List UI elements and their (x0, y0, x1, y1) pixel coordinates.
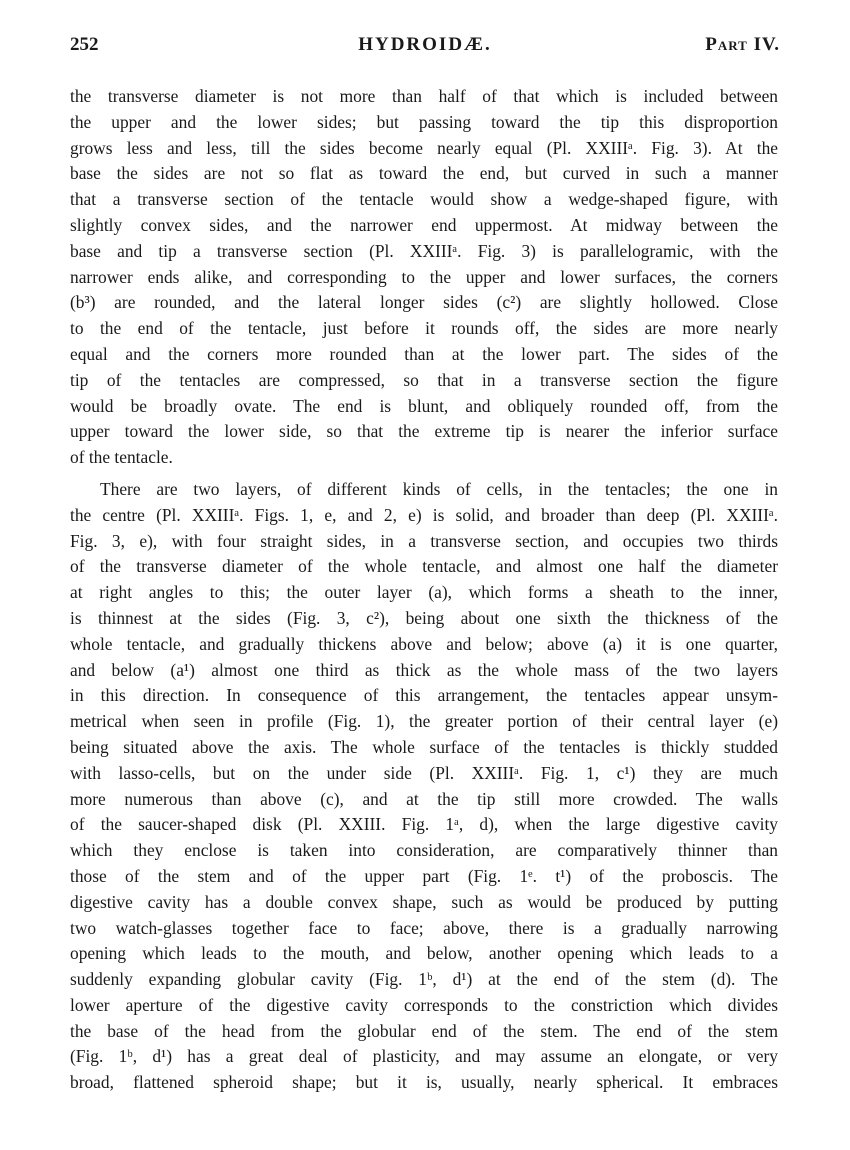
text-line: to the end of the tentacle, just before it rounds off, the sides are more nearly (70, 318, 778, 339)
page-number: 252 (70, 34, 99, 55)
body-text (70, 84, 778, 1096)
text-line: more numerous than above (c), and at the tip still more crowded. The walls (70, 788, 778, 809)
text-line: which they enclose is taken into consideration, are comparatively thinner than (70, 840, 778, 861)
text-line: being situated above the axis. The whole surface of the tentacles is thickly studded (70, 736, 778, 757)
text-line: whole tentacle, and gradually thickens above and below; above (a) it is one quarter, (70, 633, 778, 654)
text-line: is thinnest at the sides (Fig. 3, c²), being about one sixth the thickness of the (70, 607, 778, 628)
text-line: with lasso-cells, but on the under side (Pl. XXIIIᵃ. Fig. 1, c¹) they are much (70, 762, 778, 783)
text-line: and below (a¹) almost one third as thick as the whole mass of the two layers (70, 659, 778, 680)
text-line: base the sides are not so flat as toward the end, but curved in such a manner (70, 163, 778, 184)
text-line: (b³) are rounded, and the lateral longer sides (c²) are slightly hollowed. Close (70, 292, 778, 313)
text-line: the upper and the lower sides; but passing toward the tip this disproportion (70, 111, 778, 132)
text-line: suddenly expanding globular cavity (Fig. 1ᵇ, d¹) at the end of the stem (d). The (70, 969, 778, 990)
text-line: would be broadly ovate. The end is blunt, and obliquely rounded off, from the (70, 395, 778, 416)
text-line: tip of the tentacles are compressed, so that in a transverse section the figure (70, 369, 778, 390)
text-line: opening which leads to the mouth, and below, another opening which leads to a (70, 943, 778, 964)
text-line: (Fig. 1ᵇ, d¹) has a great deal of plasticity, and may assume an elongate, or very (70, 1046, 778, 1067)
text-line: There are two layers, of different kinds of cells, in the tentacles; the one in (100, 478, 778, 499)
text-line: grows less and less, till the sides become nearly equal (Pl. XXIIIᵃ. Fig. 3). At the (70, 137, 778, 158)
running-title: HYDROIDÆ. (358, 34, 492, 55)
text-line: of the transverse diameter of the whole tentacle, and almost one half the diameter (70, 556, 778, 577)
text-line: base and tip a transverse section (Pl. XXIIIᵃ. Fig. 3) is parallelogramic, with the (70, 240, 778, 261)
text-line: at right angles to this; the outer layer (a), which forms a sheath to the inner, (70, 582, 778, 603)
text-line: narrower ends alike, and corresponding to the upper and lower surfaces, the corners (70, 266, 778, 287)
text-line: metrical when seen in profile (Fig. 1), the greater portion of their central layer (e) (70, 711, 778, 732)
running-header (70, 34, 780, 64)
text-line: that a transverse section of the tentacle would show a wedge-shaped figure, with (70, 189, 778, 210)
text-line: digestive cavity has a double convex shape, such as would be produced by putting (70, 891, 778, 912)
text-line: upper toward the lower side, so that the extreme tip is nearer the inferior surface (70, 421, 778, 442)
part-label: Part IV. (705, 34, 780, 55)
text-line: the transverse diameter is not more than half of that which is included between (70, 86, 778, 106)
text-line: the base of the head from the globular end of the stem. The end of the stem (70, 1020, 778, 1041)
text-line: Fig. 3, e), with four straight sides, in a transverse section, and occupies two thirds (70, 530, 778, 551)
text-line: those of the stem and of the upper part (Fig. 1ᵉ. t¹) of the proboscis. The (70, 865, 778, 886)
text-line: equal and the corners more rounded than at the lower part. The sides of the (70, 343, 778, 364)
text-line: lower aperture of the digestive cavity corresponds to the constriction which divides (70, 994, 778, 1015)
text-line: slightly convex sides, and the narrower end uppermost. At midway between the (70, 214, 778, 235)
text-line: two watch-glasses together face to face; above, there is a gradually narrowing (70, 917, 778, 938)
text-line: broad, flattened spheroid shape; but it is, usually, nearly spherical. It embraces (70, 1072, 778, 1093)
text-line: of the saucer-shaped disk (Pl. XXIII. Fig. 1ᵃ, d), when the large digestive cavity (70, 814, 778, 835)
text-line: in this direction. In consequence of this arrangement, the tentacles appear unsym- (70, 685, 778, 706)
text-line: the centre (Pl. XXIIIᵃ. Figs. 1, e, and 2, e) is solid, and broader than deep (Pl. XXIIIᵃ. (70, 504, 778, 525)
text-line: of the tentacle. (70, 447, 173, 468)
